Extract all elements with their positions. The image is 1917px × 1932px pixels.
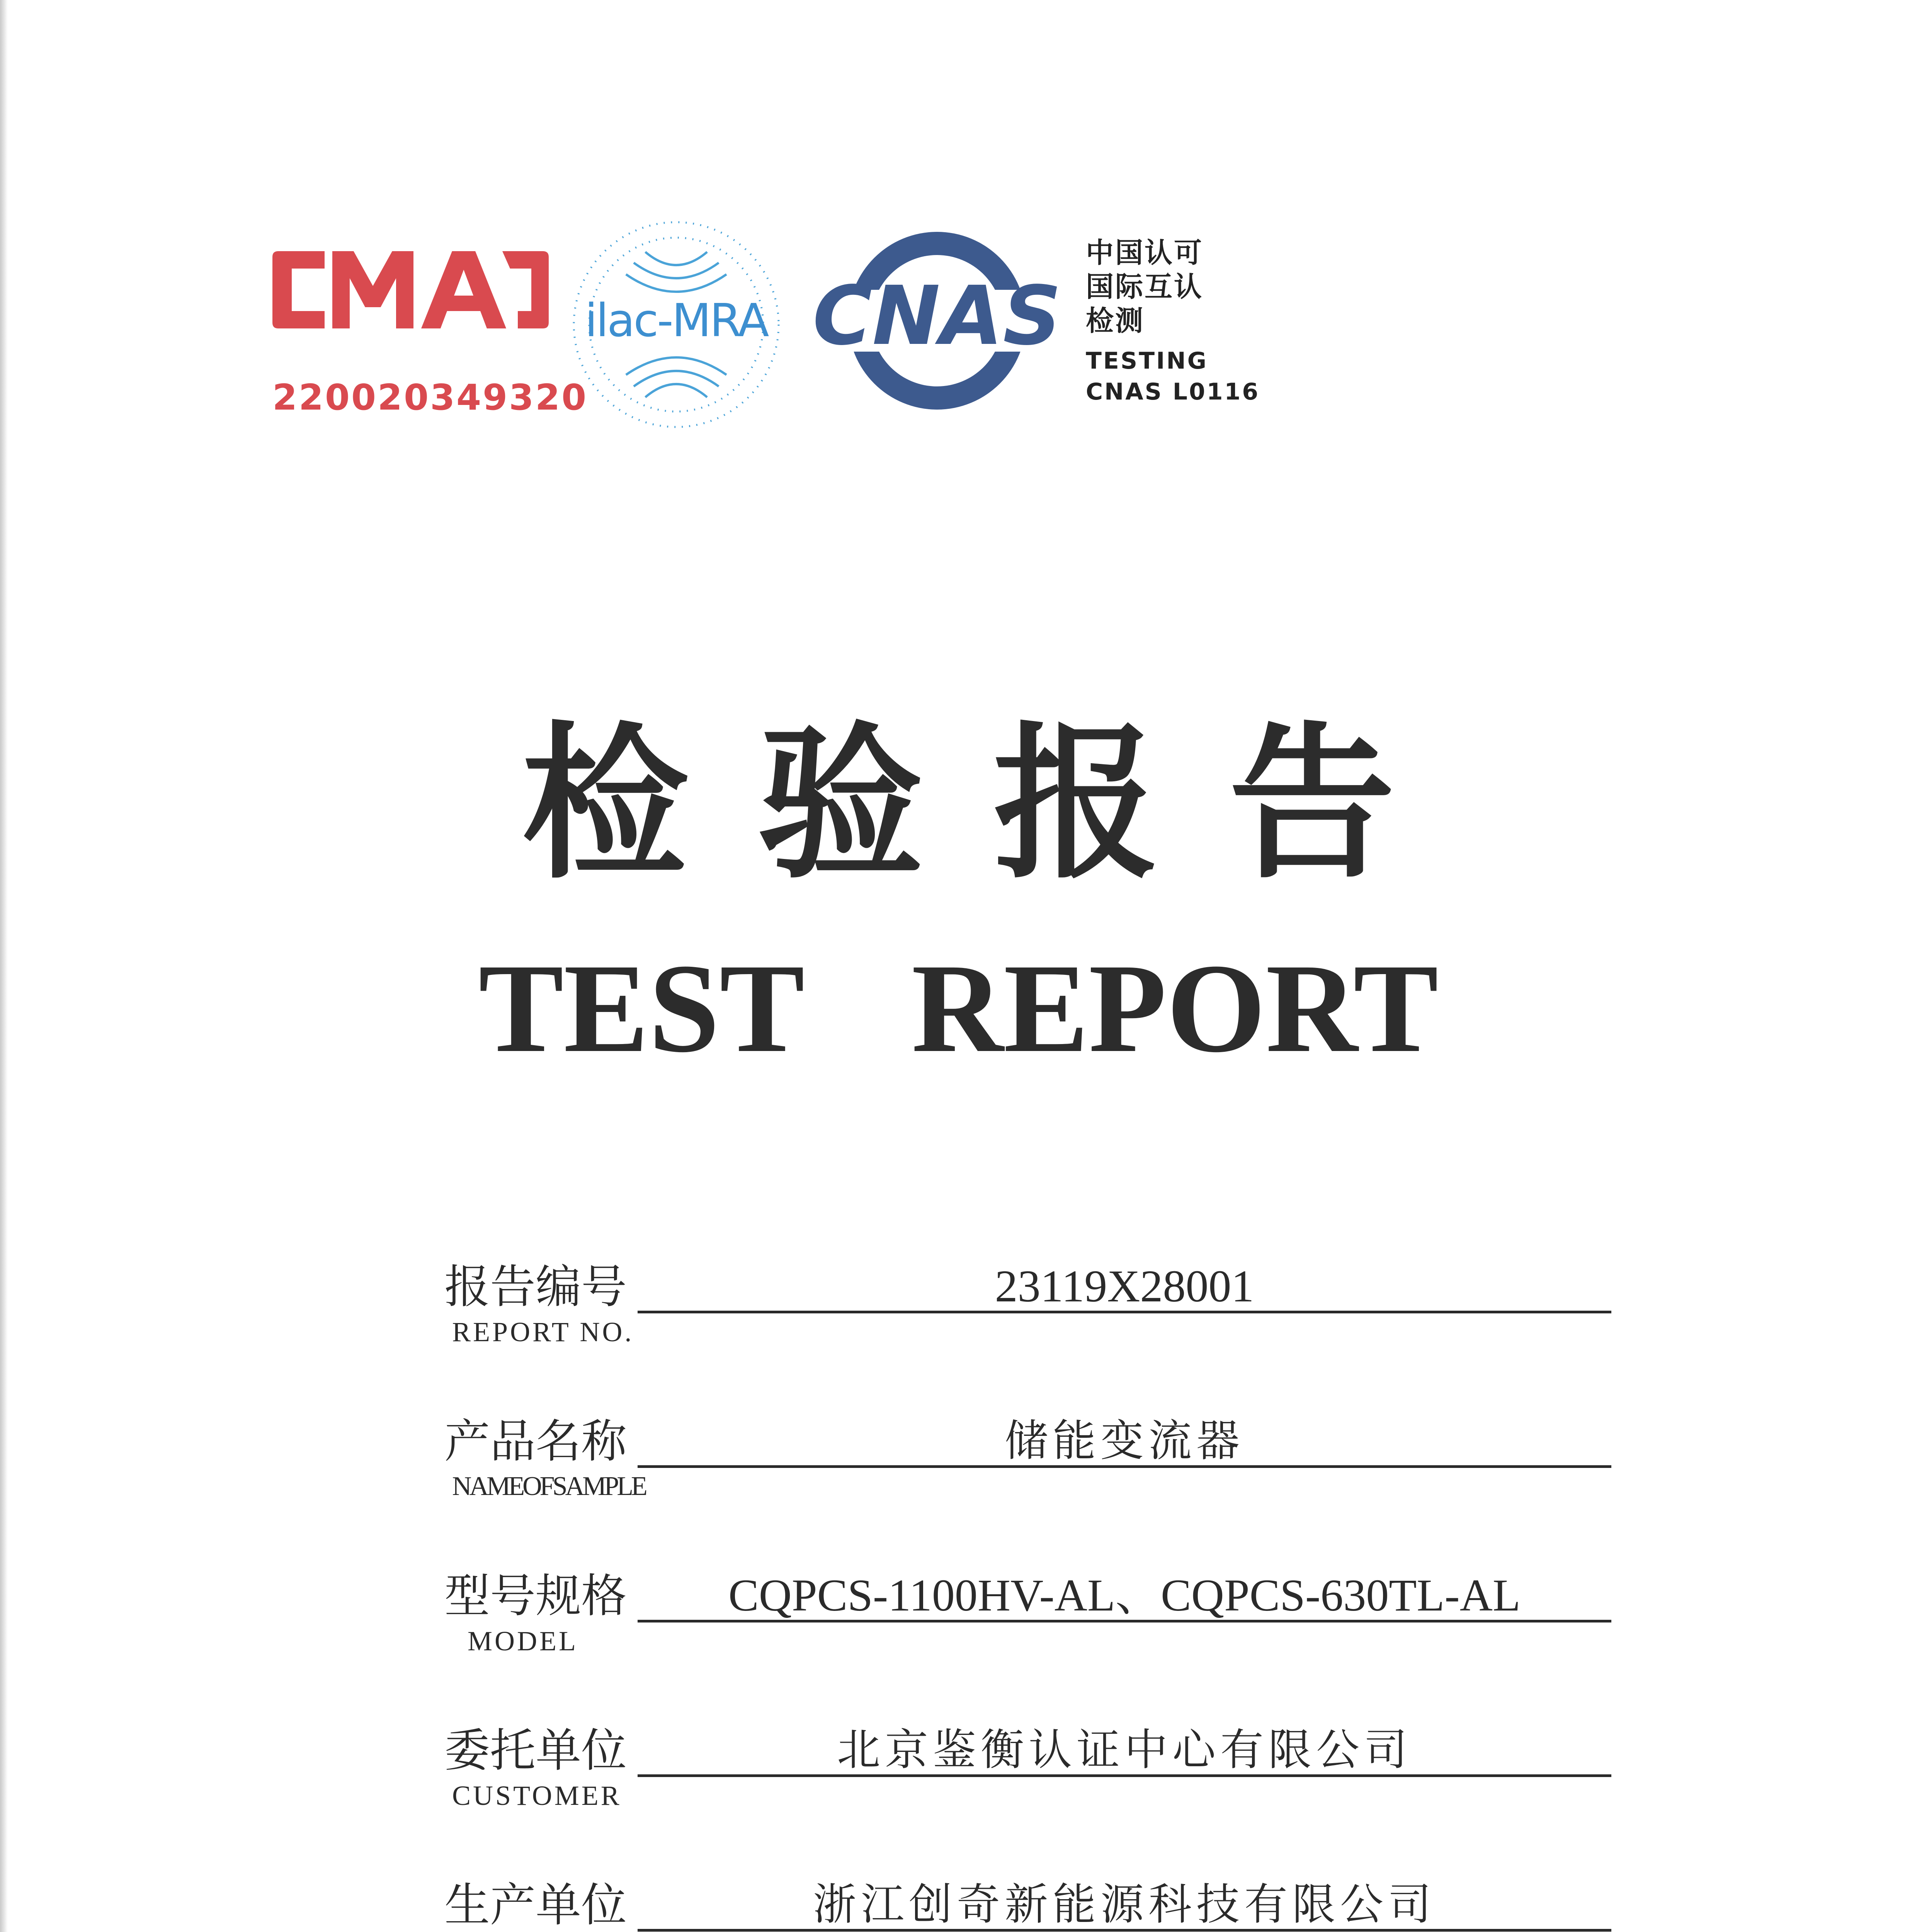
field-value: 北京鉴衡认证中心有限公司	[837, 1725, 1412, 1775]
field-sublabel: NAMEOFSAMPLE	[452, 1471, 645, 1501]
field-label: 委托单位	[444, 1724, 627, 1777]
field-sublabel: MODEL	[468, 1626, 578, 1656]
field-report-no	[444, 1260, 1611, 1414]
certification-logos	[270, 209, 1275, 456]
cnas-caption-line: 检测	[1086, 304, 1145, 337]
field-customer	[444, 1723, 1611, 1878]
field-sublabel: CUSTOMER	[452, 1780, 622, 1811]
field-label: 生产单位	[444, 1878, 627, 1932]
field-sublabel: REPORT NO.	[452, 1316, 634, 1347]
field-sample-name	[444, 1414, 1611, 1569]
cnas-logo	[804, 228, 1070, 413]
cma-number: 220020349320	[272, 377, 588, 418]
field-manufacturer	[444, 1878, 1611, 1932]
report-title-en: TEST REPORT	[478, 938, 1439, 1079]
ilac-mra-text: ilac-MRA	[585, 294, 768, 347]
field-label: 报告编号	[444, 1260, 627, 1313]
cnas-caption-line: 国际互认	[1086, 270, 1204, 303]
report-title-cn: 检验报告	[522, 706, 1465, 901]
field-value: 23119X28001	[995, 1261, 1254, 1311]
cnas-testing-label: TESTING	[1086, 347, 1208, 374]
field-label: 产品名称	[444, 1415, 627, 1468]
cnas-number: CNAS L0116	[1086, 378, 1260, 405]
field-value: CQPCS-1100HV-AL、CQPCS-630TL-AL	[728, 1570, 1521, 1621]
field-value: 储能变流器	[1005, 1416, 1244, 1466]
ilac-mra-logo	[568, 209, 784, 440]
cma-logo	[270, 228, 588, 460]
field-model	[444, 1569, 1611, 1723]
field-value: 浙江创奇新能源科技有限公司	[813, 1879, 1436, 1930]
cnas-caption	[1086, 236, 1279, 407]
report-fields	[444, 1260, 1611, 1932]
cnas-text-mark: CNAS	[813, 269, 1061, 363]
field-label: 型号规格	[444, 1569, 627, 1622]
cnas-caption-line: 中国认可	[1086, 236, 1204, 269]
